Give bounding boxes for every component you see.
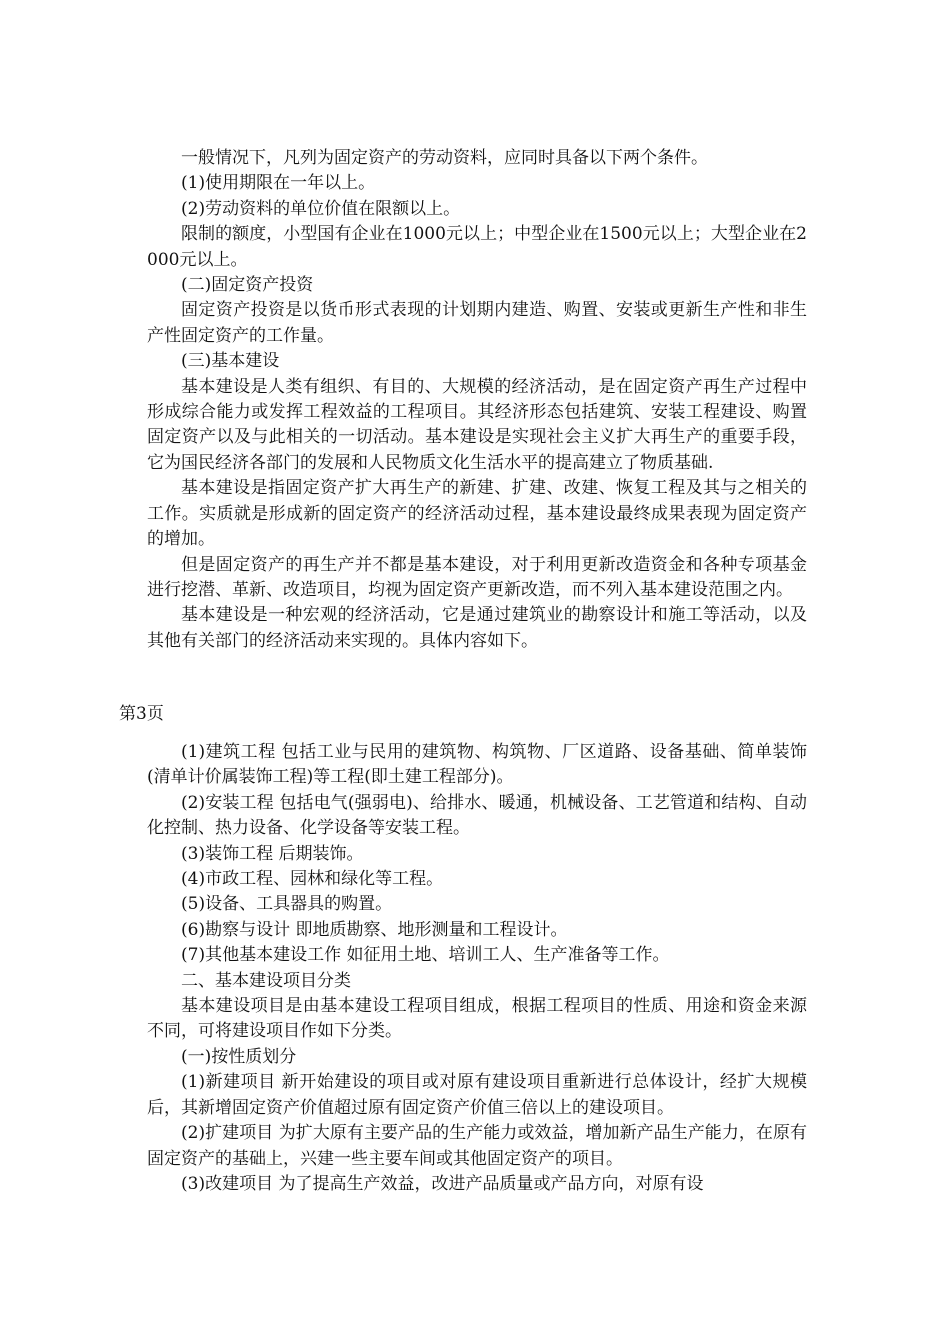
paragraph: 基本建设项目是由基本建设工程项目组成，根据工程项目的性质、用途和资金来源不同，可将建设项目作如下分类。 (147, 996, 807, 1042)
section-heading: (三)基本建设 (181, 351, 280, 372)
list-item: (4)市政工程、园林和绿化等工程。 (181, 869, 444, 890)
list-item: (1)建筑工程 包括工业与民用的建筑物、构筑物、厂区道路、设备基础、简单装饰(清单计价属装饰工程)等工程(即土建工程部分)。 (147, 742, 807, 788)
list-item: (6)勘察与设计 即地质勘察、地形测量和工程设计。 (181, 919, 568, 940)
section-heading: (二)固定资产投资 (181, 275, 314, 296)
paragraph: 基本建设是指固定资产扩大再生产的新建、扩建、改建、恢复工程及其与之相关的工作。实质就是形成新的固定资产的经济活动过程，基本建设最终成果表现为固定资产的增加。 (147, 478, 807, 550)
paragraph: (2)劳动资料的单位价值在限额以上。 (181, 198, 461, 219)
paragraph: 一般情况下，凡列为固定资产的劳动资料，应同时具备以下两个条件。 (181, 148, 708, 168)
paragraph: 基本建设是人类有组织、有目的、大规模的经济活动，是在固定资产再生产过程中形成综合能力或发挥工程效益的工程项目。其经济形态包括建筑、安装工程建设、购置固定资产以及与此相关的一切活动。基本建设是实现社会主义扩大再生产的重要手段，它为国民经济各部门的发展和人民物质文化生活水平的提高建立了物质基础. (147, 376, 807, 473)
section-heading: 二、基本建设项目分类 (181, 970, 351, 991)
paragraph: (1)使用期限在一年以上。 (181, 173, 376, 194)
list-item: (7)其他基本建设工作 如征用土地、培训工人、生产准备等工作。 (181, 945, 670, 966)
list-item: (1)新建项目 新开始建设的项目或对原有建设项目重新进行总体设计，经扩大规模后，其新增固定资产价值超过原有固定资产价值三倍以上的建设项目。 (147, 1072, 807, 1118)
page-number: 第3页 (119, 704, 164, 724)
text-block-top (147, 146, 807, 654)
paragraph: 限制的额度，小型国有企业在1000元以上；中型企业在1500元以上；大型企业在2000元以上。 (147, 224, 807, 270)
list-item: (3)改建项目 为了提高生产效益，改进产品质量或产品方向，对原有设 (181, 1173, 704, 1194)
text-block-bottom (147, 740, 807, 1197)
paragraph: 基本建设是一种宏观的经济活动，它是通过建筑业的勘察设计和施工等活动，以及其他有关部门的经济活动来实现的。具体内容如下。 (147, 605, 807, 651)
list-item: (2)安装工程 包括电气(强弱电)、给排水、暖通，机械设备、工艺管道和结构、自动化控制、热力设备、化学设备等安装工程。 (147, 792, 807, 839)
section-heading: (一)按性质划分 (181, 1046, 297, 1067)
paragraph: 但是固定资产的再生产并不都是基本建设，对于利用更新改造资金和各种专项基金进行挖潜、革新、改造项目，均视为固定资产更新改造，而不列入基本建设范围之内。 (147, 554, 807, 600)
list-item: (2)扩建项目 为扩大原有主要产品的生产能力或效益，增加新产品生产能力，在原有固定资产的基础上，兴建一些主要车间或其他固定资产的项目。 (147, 1123, 807, 1169)
list-item: (5)设备、工具器具的购置。 (181, 894, 393, 915)
paragraph: 固定资产投资是以货币形式表现的计划期内建造、购置、安装或更新生产性和非生产性固定资产的工作量。 (147, 300, 807, 346)
list-item: (3)装饰工程 后期装饰。 (181, 843, 364, 864)
